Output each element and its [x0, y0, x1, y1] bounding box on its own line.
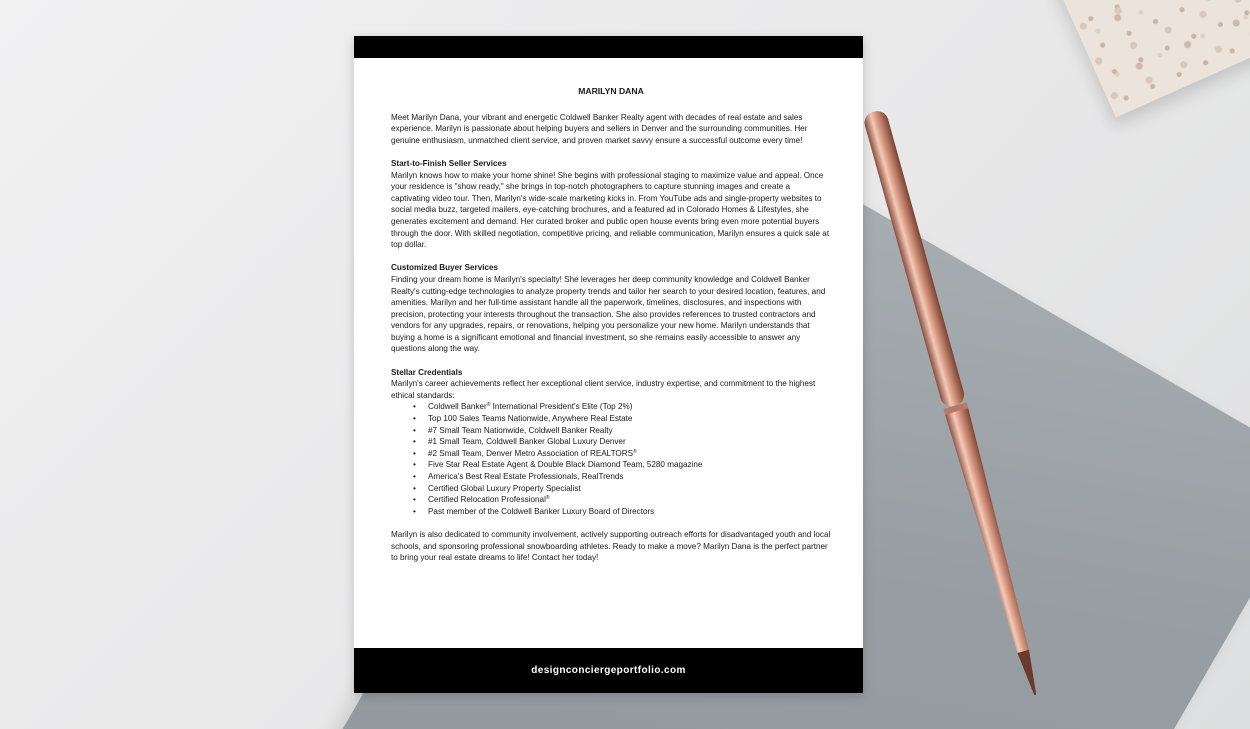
- list-item: • Coldwell Banker® International President's Elite (Top 2%): [428, 401, 831, 413]
- list-item: • #2 Small Team, Denver Metro Association of REALTORS®: [428, 448, 831, 460]
- header-band: [354, 36, 863, 58]
- list-item: • Past member of the Coldwell Banker Luxury Board of Directors: [428, 506, 831, 518]
- list-item: • Certified Relocation Professional®: [428, 494, 831, 506]
- seller-services-heading: Start-to-Finish Seller Services: [391, 158, 507, 168]
- footer-url: designconciergeportfolio.com: [531, 665, 686, 676]
- buyer-services-heading: Customized Buyer Services: [391, 263, 499, 273]
- credentials-intro: Marilyn's career achievements reflect her exceptional client service, industry expertise, and commitment to the highest ethical standards:: [391, 379, 816, 400]
- footer-band: [354, 648, 863, 693]
- list-item: • Top 100 Sales Teams Nationwide, Anywhere Real Estate: [428, 413, 831, 425]
- seller-services-body: Marilyn knows how to make your home shine! She begins with professional staging to maximize value and appeal. Once your residence is "show ready," she brings in top-notch photographers to capture stunning images and create a captivating video tour. Then, Marilyn's wide-scale marketing kicks in. From YouTube ads and single-property websites to social media buzz, targeted mailers, eye-catching brochures, and a featured ad in Colorado Homes & Lifestyles, she generates excitement and demand. Her curated broker and public open house events bring even more potential buyers through the door. With skilled negotiation, competitive pricing, and reliable communication, Marilyn ensures a quick sale at top dollar.: [391, 170, 830, 250]
- list-item: • #7 Small Team Nationwide, Coldwell Banker Realty: [428, 425, 831, 437]
- credentials-heading: Stellar Credentials: [391, 367, 463, 377]
- bio-sheet: [354, 36, 863, 693]
- document-title: MARILYN DANA: [578, 86, 644, 96]
- buyer-services-body: Finding your dream home is Marilyn's specialty! She leverages her deep community knowledge and Coldwell Banker Realty's cutting-edge technologies to analyze property trends and tailor her search to your desired location, features, and amenities. Marilyn and her full-time assistant handle all the paperwork, timelines, disclosures, and inspections with precision, protecting your interests throughout the transaction. She also provides references to trusted contractors and vendors for any upgrades, repairs, or renovations, helping you personalize your new home. Marilyn understands that buying a home is a significant emotional and financial investment, so she remains easily accessible to answer any questions along the way.: [391, 274, 826, 354]
- list-item: • America's Best Real Estate Professionals, RealTrends: [428, 471, 831, 483]
- closing-paragraph: Marilyn is also dedicated to community involvement, actively supporting outreach efforts for disadvantaged youth and local schools, and sponsoring professional snowboarding athletes. Ready to make a move? Marilyn Dana is the perfect partner to bring your real estate dreams to life! Contact her today!: [391, 529, 831, 563]
- list-item: • Certified Global Luxury Property Specialist: [428, 483, 831, 495]
- bio-content: [391, 86, 831, 575]
- list-item: • Five Star Real Estate Agent & Double Black Diamond Team, 5280 magazine: [428, 459, 831, 471]
- list-item: • #1 Small Team, Coldwell Banker Global Luxury Denver: [428, 436, 831, 448]
- intro-paragraph: Meet Marilyn Dana, your vibrant and energetic Coldwell Banker Realty agent with decades of real estate and sales experience. Marilyn is passionate about helping buyers and sellers in Denver and the surrounding communities. Her genuine enthusiasm, unmatched client service, and proven market savvy ensure a successful outcome every time!: [391, 112, 808, 145]
- credentials-list: [391, 401, 831, 517]
